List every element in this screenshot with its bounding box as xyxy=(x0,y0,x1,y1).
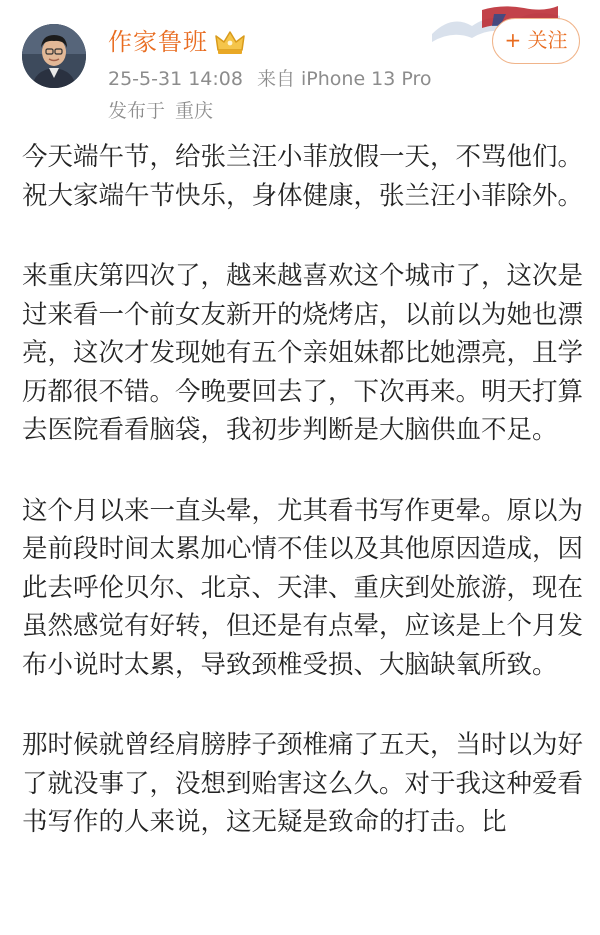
post-location xyxy=(108,98,213,124)
location-name[interactable]: 重庆 xyxy=(175,100,214,122)
location-prefix: 发布于 xyxy=(108,100,166,122)
avatar[interactable] xyxy=(22,24,86,88)
post-paragraph: 那时候就曾经肩膀脖子颈椎痛了五天，当时以为好了就没事了，没想到贻害这么久。对于我这种爱看书写作的人来说，这无疑是致命的打击。比 xyxy=(22,730,584,837)
post-header xyxy=(0,0,600,130)
post-paragraph: 这个月以来一直头晕，尤其看书写作更晕。原以为是前段时间太累加心情不佳以及其他原因造成，因此去呼伦贝尔、北京、天津、重庆到处旅游，现在虽然感觉有好转，但还是有点晕，应该是上个月发布小说时太累，导致颈椎受损、大脑缺氧所致。 xyxy=(22,495,584,680)
post-paragraph: 来重庆第四次了，越来越喜欢这个城市了，这次是过来看一个前女友新开的烧烤店，以前以为她也漂亮，这次才发现她有五个亲姐妹都比她漂亮，且学历都很不错。今晚要回去了，下次再来。明天打算去医院看看脑袋，我初步判断是大脑供血不足。 xyxy=(22,261,584,445)
post-paragraph: 今天端午节，给张兰汪小菲放假一天，不骂他们。祝大家端午节快乐，身体健康，张兰汪小菲除外。 xyxy=(22,142,584,211)
post-source[interactable]: 来自 iPhone 13 Pro xyxy=(256,68,432,90)
follow-button[interactable]: + 关注 xyxy=(492,18,580,64)
post-body xyxy=(22,138,586,884)
post-meta xyxy=(108,66,446,92)
crown-icon xyxy=(214,28,246,56)
author-name[interactable]: 作家鲁班 xyxy=(108,28,208,56)
post-timestamp: 25-5-31 14:08 xyxy=(108,68,243,90)
avatar-image xyxy=(22,24,86,88)
